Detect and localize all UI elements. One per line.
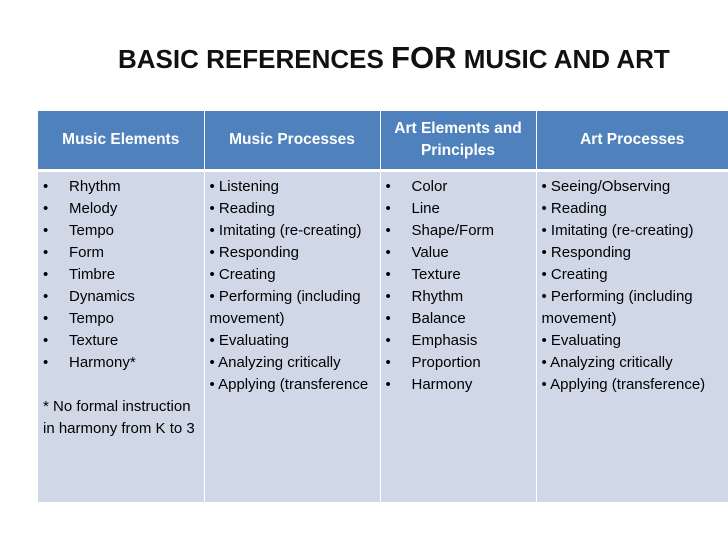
list-item: • Reading (209, 200, 275, 217)
header-music-elements: Music Elements (38, 111, 204, 171)
art-processes-list (542, 176, 725, 396)
list-item: • Applying (transference) (541, 376, 706, 393)
list-item: • Tempo (43, 220, 200, 242)
music-elements-list (43, 176, 200, 374)
list-item: • Creating (209, 266, 276, 283)
list-item: • Performing (including movement) (209, 288, 361, 327)
title-part3: MUSIC AND ART (456, 44, 670, 74)
list-item: • Responding (541, 244, 631, 261)
list-item: • Form (43, 242, 200, 264)
header-art-processes: Art Processes (536, 111, 728, 171)
music-elements-cell (38, 171, 204, 503)
list-item: • Color (386, 176, 532, 198)
list-item: • Dynamics (43, 286, 200, 308)
list-item: • Emphasis (386, 330, 532, 352)
list-item: • Balance (386, 308, 532, 330)
list-item: • Analyzing critically (209, 354, 341, 371)
list-item: • Texture (386, 264, 532, 286)
list-item: • Imitating (re-creating) (209, 222, 362, 239)
music-processes-list (210, 176, 376, 396)
list-item: • Evaluating (541, 332, 621, 349)
list-item: • Shape/Form (386, 220, 532, 242)
harmony-footnote: * No formal instruction in harmony from K to 3 (43, 398, 195, 437)
list-item: • Evaluating (209, 332, 289, 349)
header-music-processes: Music Processes (204, 111, 380, 171)
list-item: • Harmony (386, 374, 532, 396)
art-elements-cell (380, 171, 536, 503)
list-item: • Rhythm (386, 286, 532, 308)
list-item: • Texture (43, 330, 200, 352)
header-row (38, 111, 728, 171)
list-item: • Reading (541, 200, 607, 217)
list-item: • Rhythm (43, 176, 200, 198)
list-item: • Analyzing critically (541, 354, 673, 371)
title-part1: BASIC REFERENCES (118, 44, 392, 74)
art-processes-cell (536, 171, 728, 503)
list-item: • Harmony* (43, 352, 200, 374)
list-item: • Value (386, 242, 532, 264)
list-item: • Tempo (43, 308, 200, 330)
references-table (38, 111, 728, 502)
list-item: • Listening (209, 178, 279, 195)
art-elements-list (386, 176, 532, 396)
header-art-elements: Art Elements and Principles (380, 111, 536, 171)
list-item: • Performing (including movement) (541, 288, 693, 327)
list-item: • Applying (transference (209, 376, 369, 393)
list-item: • Melody (43, 198, 200, 220)
list-item: • Seeing/Observing (541, 178, 671, 195)
list-item: • Line (386, 198, 532, 220)
list-item: • Timbre (43, 264, 200, 286)
list-item: • Imitating (re-creating) (541, 222, 694, 239)
slide-title (118, 40, 670, 76)
list-item: • Creating (541, 266, 608, 283)
music-processes-cell (204, 171, 380, 503)
list-item: • Proportion (386, 352, 532, 374)
list-item: • Responding (209, 244, 299, 261)
content-row (38, 171, 728, 503)
title-part2: FOR (391, 40, 457, 75)
